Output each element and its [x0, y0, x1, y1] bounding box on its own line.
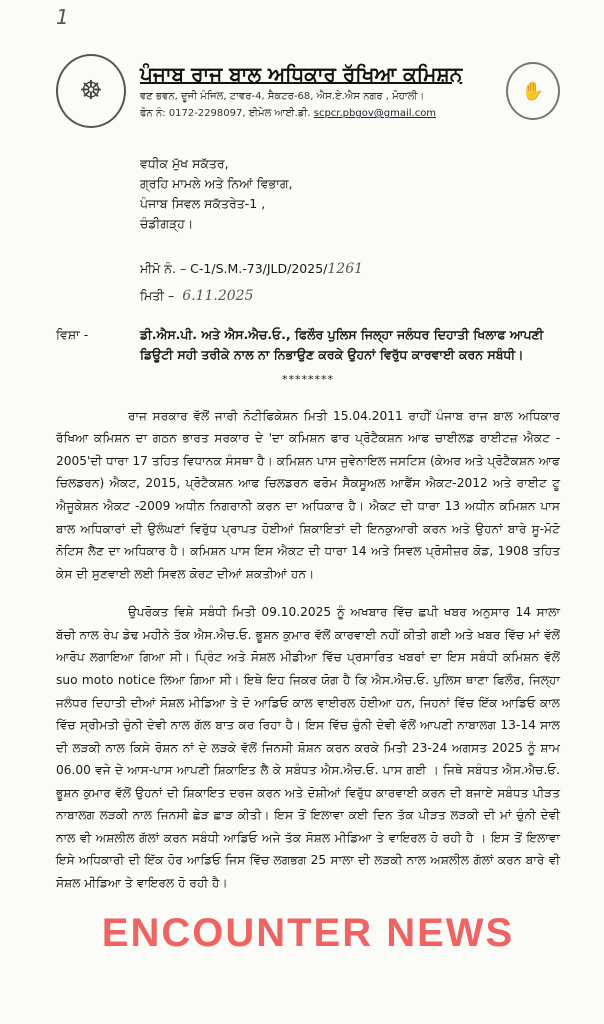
memo-number-label: ਮੀਮੋ ਨੰ. – C-1/S.M.-73/JLD/2025/	[140, 261, 328, 276]
addressee-line: ਪੰਜਾਬ ਸਿਵਲ ਸਕੱਤਰੇਤ-1 ,	[140, 196, 266, 211]
letterhead	[56, 54, 560, 128]
subject-text: ਡੀ.ਐਸ.ਪੀ. ਅਤੇ ਐਸ.ਐਚ.ਓ., ਫਿਲੌਰ ਪੁਲਿਸ ਜਿਲ੍ਹਾ ਜਲੰਧਰ ਦਿਹਾਤੀ ਖਿਲਾਫ ਆਪਣੀ ਡਿਊਟੀ ਸਹੀ ਤਰੀਕੇ ਨਾਲ ਨਾ ਨਿਭਾਉਣ ਕਰਕੇ ਉਹਨਾਂ ਵਿਰੁੱਧ ਕਾਰਵਾਈ ਕਰਨ ਸਬੰਧੀ।	[140, 327, 544, 363]
memo-date	[140, 283, 560, 310]
memo-number	[140, 256, 560, 283]
memo-date-label: ਮਿਤੀ –	[140, 287, 175, 303]
addressee-line: ਵਧੀਕ ਮੁੱਖ ਸਕੱਤਰ,	[140, 156, 229, 171]
watermark: ENCOUNTER NEWS	[101, 910, 515, 955]
organization-address: ਵਣ ਭਵਨ, ਦੂਜੀ ਮੰਜਿਲ, ਟਾਵਰ-4, ਸੈਕਟਰ-68, ਐਸ.ਏ.ਐਸ ਨਗਰ , ਮੋਹਾਲੀ।	[140, 91, 425, 102]
body-paragraph-text: ਰਾਜ ਸਰਕਾਰ ਵੱਲੋਂ ਜਾਰੀ ਨੋਟੀਫਿਕੇਸ਼ਨ ਮਿਤੀ 15.04.2011 ਰਾਹੀਂ ਪੰਜਾਬ ਰਾਜ ਬਾਲ ਅਧਿਕਾਰ ਰੱਖਿਆ ਕਮਿਸ਼ਨ ਦਾ ਗਠਨ ਭਾਰਤ ਸਰਕਾਰ ਦੇ 'ਦਾ ਕਮਿਸ਼ਨ ਫਾਰ ਪ੍ਰੋਟੈਕਸ਼ਨ ਆਫ ਚਾਈਲਡ ਰਾਈਟਜ਼ ਐਕਟ - 2005'ਦੀ ਧਾਰਾ 17 ਤਹਿਤ ਵਿਧਾਨਕ ਸੰਸਥਾ ਹੈ। ਕਮਿਸ਼ਨ ਪਾਸ ਜੁਵੇਨਾਇਲ ਜਸਟਿਸ (ਕੇਅਰ ਅਤੇ ਪ੍ਰੋਟੈਕਸ਼ਨ ਆਫ ਚਿਲਡਰਨ) ਐਕਟ, 2015, ਪ੍ਰੋਟੈਕਸ਼ਨ ਆਫ ਚਿਲਡਰਨ ਫਰੋਮ ਸੈਕਸੂਅਲ ਆਫੈਂਸ ਐਕਟ-2012 ਅਤੇ ਰਾਈਟ ਟੂ ਐਜੂਕੇਸ਼ਨ ਐਕਟ -2009 ਅਧੀਨ ਨਿਗਰਾਨੀ ਕਰਨ ਦਾ ਅਧਿਕਾਰ ਹੈ। ਐਕਟ ਦੀ ਧਾਰਾ 13 ਅਧੀਨ ਕਮਿਸ਼ਨ ਪਾਸ ਬਾਲ ਅਧਿਕਾਰਾਂ ਦੀ ਉਲੰਘਣਾਂ ਵਿਰੁੱਧ ਪ੍ਰਾਪਤ ਹੋਈਆਂ ਸ਼ਿਕਾਇਤਾਂ ਦੀ ਇਨਕੁਆਰੀ ਕਰਨ ਅਤੇ ਉਹਨਾਂ ਬਾਰੇ ਸੂ-ਮੋਟੋ ਨੋਟਿਸ ਲੈਣ ਦਾ ਅਧਿਕਾਰ ਹੈ। ਕਮਿਸ਼ਨ ਪਾਸ ਇਸ ਐਕਟ ਦੀ ਧਾਰਾ 14 ਅਤੇ ਸਿਵਲ ਪ੍ਰੋਸੀਜ਼ਰ ਕੋਡ, 1908 ਤਹਿਤ ਕੇਸ ਦੀ ਸੁਣਵਾਈ ਲਈ ਸਿਵਲ ਕੋਰਟ ਦੀਆਂ ਸ਼ਕਤੀਆਂ ਹਨ।	[56, 408, 560, 581]
memo-date-handwritten: 6.11.2025	[182, 287, 254, 304]
memo-number-handwritten: 1261	[327, 261, 364, 277]
organization-name: ਪੰਜਾਬ ਰਾਜ ਬਾਲ ਅਧਿਕਾਰ ਰੱਖਿਆ ਕਮਿਸ਼ਨ	[140, 62, 463, 86]
subject-block	[56, 325, 560, 365]
government-emblem-logo: ☸	[56, 54, 126, 128]
body-paragraph-text: ਉਪਰੋਕਤ ਵਿਸ਼ੇ ਸਬੰਧੀ ਮਿਤੀ 09.10.2025 ਨੂੰ ਅਖਬਾਰ ਵਿੱਚ ਛਪੀ ਖਬਰ ਅਨੁਸਾਰ 14 ਸਾਲਾ ਬੱਚੀ ਨਾਲ ਰੇਪ ਡੇਢ ਮਹੀਨੇ ਤੱਕ ਐਸ.ਐਚ.ਓ. ਭੂਸ਼ਨ ਕੁਮਾਰ ਵੱਲੋਂ ਕਾਰਵਾਈ ਨਹੀਂ ਕੀਤੀ ਗਈ ਅਤੇ ਖਬਰ ਵਿੱਚ ਮਾਂ ਵੱਲੋਂ ਆਰੋਪ ਲਗਾਇਆ ਗਿਆ ਸੀ। ਪ੍ਰਿੰਟ ਅਤੇ ਸੋਸ਼ਲ ਮੀਡੀਆ ਵਿੱਚ ਪ੍ਰਸਾਰਿਤ ਖਬਰਾਂ ਦਾ ਇਸ ਸਬੰਧੀ ਕਮਿਸ਼ਨ ਵੱਲੋਂ suo moto notice ਲਿਆ ਗਿਆ ਸੀ। ਇਥੇ ਇਹ ਜਿਕਰ ਯੋਗ ਹੈ ਕਿ ਐਸ.ਐਚ.ਓ. ਪੁਲਿਸ ਥਾਣਾ ਫਿਲੌਰ, ਜਿਲ੍ਹਾ ਜਲੰਧਰ ਦਿਹਾਤੀ ਦੀਆਂ ਸੋਸ਼ਲ ਮੀਡਿਆ ਤੇ ਦੋ ਆਡਿਓ ਕਾਲ ਵਾਈਰਲ ਹੋਈਆ ਹਨ, ਜਿਹਨਾਂ ਵਿੱਚ ਇੱਕ ਆਡਿਓ ਕਾਲ ਵਿੱਚ ਸ੍ਰੀਮਤੀ ਚੁੰਨੀ ਦੇਵੀ ਨਾਲ ਗੱਲ ਬਾਤ ਕਰ ਰਿਹਾ ਹੈ। ਇਸ ਵਿੱਚ ਚੁੰਨੀ ਦੇਵੀ ਵੱਲੋਂ ਆਪਣੀ ਨਾਬਾਲਗ 13-14 ਸਾਲ ਦੀ ਲੜਕੀ ਨਾਲ ਕਿਸੇ ਰੋਸ਼ਨ ਨਾਂ ਦੇ ਲੜਕੇ ਵੱਲੋਂ ਜਿਨਸੀ ਸ਼ੋਸ਼ਨ ਕਰਨ ਕਰਕੇ ਮਿਤੀ 23-24 ਅਗਸਤ 2025 ਨੂੰ ਸ਼ਾਮ 06.00 ਵਜੇ ਦੇ ਆਸ-ਪਾਸ ਆਪਣੀ ਸ਼ਿਕਾਇਤ ਲੈ ਕੇ ਸਬੰਧਤ ਐਸ.ਐਚ.ਓ. ਪਾਸ ਗਈ । ਜਿਥੇ ਸਬੰਧਤ ਐਸ.ਐਚ.ਓ. ਭੂਸ਼ਨ ਕੁਮਾਰ ਵੱਲੋਂ ਉਹਨਾਂ ਦੀ ਸ਼ਿਕਾਇਤ ਦਰਜ ਕਰਨ ਅਤੇ ਦੋਸ਼ੀਆਂ ਵਿਰੁੱਧ ਕਾਰਵਾਈ ਕਰਨ ਦੀ ਬਜਾਏ ਸਬੰਧਤ ਪੀੜਤ ਨਾਬਾਲਗ ਲੜਕੀ ਨਾਲ ਜਿਨਸੀ ਛੇੜ ਛਾੜ ਕੀਤੀ। ਇਸ ਤੋਂ ਇਲਾਵਾ ਕਈ ਦਿਨ ਤੱਕ ਪੀੜਤ ਲੜਕੀ ਦੀ ਮਾਂ ਚੁੰਨੀ ਦੇਵੀ ਨਾਲ ਵੀ ਅਸ਼ਲੀਲ ਗੱਲਾਂ ਕਰਨ ਸਬੰਧੀ ਆਡਿਓ ਅਜੇ ਤੱਕ ਸੋਸ਼ਲ ਮੀਡਿਆ ਤੇ ਵਾਇਰਲ ਹੋ ਰਹੀ ਹੈ । ਇਸ ਤੋਂ ਇਲਾਵਾ ਇਸੇ ਅਧਿਕਾਰੀ ਦੀ ਇੱਕ ਹੋਰ ਆਡਿਓ ਜਿਸ ਵਿੱਚ ਲਗਭਗ 25 ਸਾਲਾ ਦੀ ਲੜਕੀ ਨਾਲ ਅਸ਼ਲੀਲ ਗੱਲਾਂ ਕਰਨ ਬਾਰੇ ਵੀ ਸੋਸ਼ਲ ਮੀਡਿਆ ਤੇ ਵਾਇਰਲ ਹੋ ਰਹੀ ਹੈ।	[56, 605, 560, 891]
phone-label: ਫੋਨ ਨੰ: 0172-2298097, ਈਮੇਲ ਆਈ.ਡੀ.	[140, 108, 311, 119]
memo-block	[140, 256, 560, 309]
body-paragraph	[56, 405, 560, 586]
commission-logo: ✋	[506, 62, 560, 120]
addressee-line: ਚੰਡੀਗੜ੍ਹ।	[140, 216, 194, 231]
separator-stars: ********	[282, 373, 334, 387]
letterhead-text	[140, 60, 492, 122]
email-link[interactable]: scpcr.pbgov@gmail.com	[313, 108, 437, 119]
body-paragraph	[56, 601, 560, 894]
addressee-block	[140, 154, 560, 234]
page-number-mark: 1	[56, 5, 69, 29]
contact-line	[140, 105, 492, 122]
addressee-line: ਗ੍ਰਹਿ ਮਾਮਲੇ ਅਤੇ ਨਿਆਂ ਵਿਭਾਗ,	[140, 176, 293, 191]
subject-label: ਵਿਸ਼ਾ -	[56, 327, 89, 343]
